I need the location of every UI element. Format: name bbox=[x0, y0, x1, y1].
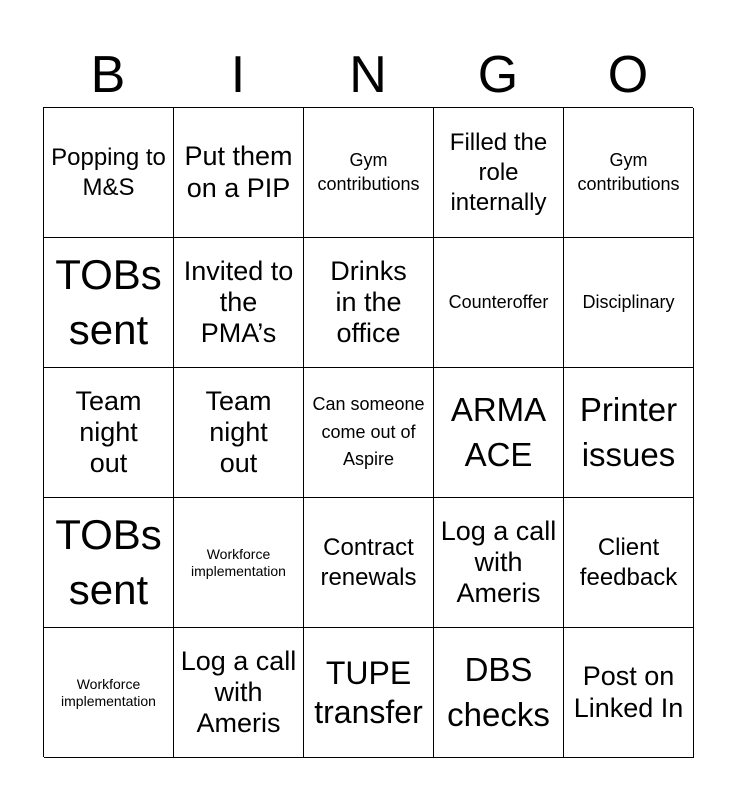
header-letter-b: B bbox=[90, 46, 126, 104]
bingo-cell[interactable] bbox=[304, 238, 434, 368]
cell-label: TOBs sent bbox=[55, 250, 162, 353]
cell-label: Contract renewals bbox=[320, 533, 417, 591]
cell-label: ARMA ACE bbox=[450, 390, 547, 473]
bingo-cell[interactable] bbox=[44, 498, 174, 628]
cell-label: Put them on a PIP bbox=[184, 141, 293, 203]
bingo-cell[interactable] bbox=[44, 628, 174, 758]
cell-label: Log a call with Ameris bbox=[440, 515, 557, 609]
cell-label: TUPE transfer bbox=[314, 655, 423, 730]
bingo-cell[interactable] bbox=[434, 628, 564, 758]
bingo-cell[interactable] bbox=[304, 108, 434, 238]
bingo-cell[interactable] bbox=[174, 628, 304, 758]
cell-label: Client feedback bbox=[579, 533, 678, 591]
cell-label: Log a call with Ameris bbox=[180, 645, 297, 739]
cell-label: TOBs sent bbox=[55, 510, 162, 613]
cell-label: Post on Linked In bbox=[573, 661, 684, 723]
cell-label: Invited to the PMA’s bbox=[183, 255, 294, 349]
cell-label: Team night out bbox=[205, 385, 272, 479]
bingo-cell[interactable] bbox=[304, 498, 434, 628]
bingo-cell[interactable] bbox=[564, 498, 694, 628]
bingo-cell[interactable] bbox=[44, 368, 174, 498]
header-letter-n: N bbox=[349, 46, 387, 104]
cell-label: Filled the role internally bbox=[449, 128, 548, 216]
bingo-board bbox=[43, 107, 693, 757]
bingo-cell[interactable] bbox=[44, 108, 174, 238]
bingo-cell[interactable] bbox=[174, 108, 304, 238]
bingo-cell[interactable] bbox=[174, 498, 304, 628]
cell-label: Disciplinary bbox=[582, 291, 675, 312]
bingo-cell[interactable] bbox=[434, 498, 564, 628]
bingo-cell[interactable] bbox=[304, 628, 434, 758]
bingo-cell[interactable] bbox=[44, 238, 174, 368]
cell-label: Gym contributions bbox=[317, 150, 420, 194]
bingo-cell[interactable] bbox=[564, 238, 694, 368]
bingo-cell[interactable] bbox=[564, 628, 694, 758]
cell-label: Printer issues bbox=[579, 390, 678, 473]
cell-label: DBS checks bbox=[447, 650, 550, 733]
bingo-cell[interactable] bbox=[434, 238, 564, 368]
cell-label: Workforce implementation bbox=[191, 545, 286, 579]
cell-label: Counteroffer bbox=[448, 291, 549, 312]
bingo-cell[interactable] bbox=[434, 368, 564, 498]
bingo-cell[interactable] bbox=[434, 108, 564, 238]
bingo-cell[interactable] bbox=[174, 368, 304, 498]
bingo-header bbox=[43, 42, 693, 108]
cell-label: Can someone come out of Aspire bbox=[312, 393, 425, 470]
header-letter-i: I bbox=[230, 46, 246, 104]
cell-label: Popping to M&S bbox=[51, 143, 166, 201]
cell-label: Workforce implementation bbox=[61, 675, 156, 709]
cell-label: Drinks in the office bbox=[330, 255, 407, 349]
header-letter-g: G bbox=[477, 46, 519, 104]
cell-label: Gym contributions bbox=[577, 150, 680, 194]
bingo-cell[interactable] bbox=[564, 368, 694, 498]
header-letter-o: O bbox=[607, 46, 649, 104]
bingo-cell[interactable] bbox=[564, 108, 694, 238]
bingo-cell[interactable] bbox=[174, 238, 304, 368]
cell-label: Team night out bbox=[75, 385, 142, 479]
bingo-cell[interactable] bbox=[304, 368, 434, 498]
